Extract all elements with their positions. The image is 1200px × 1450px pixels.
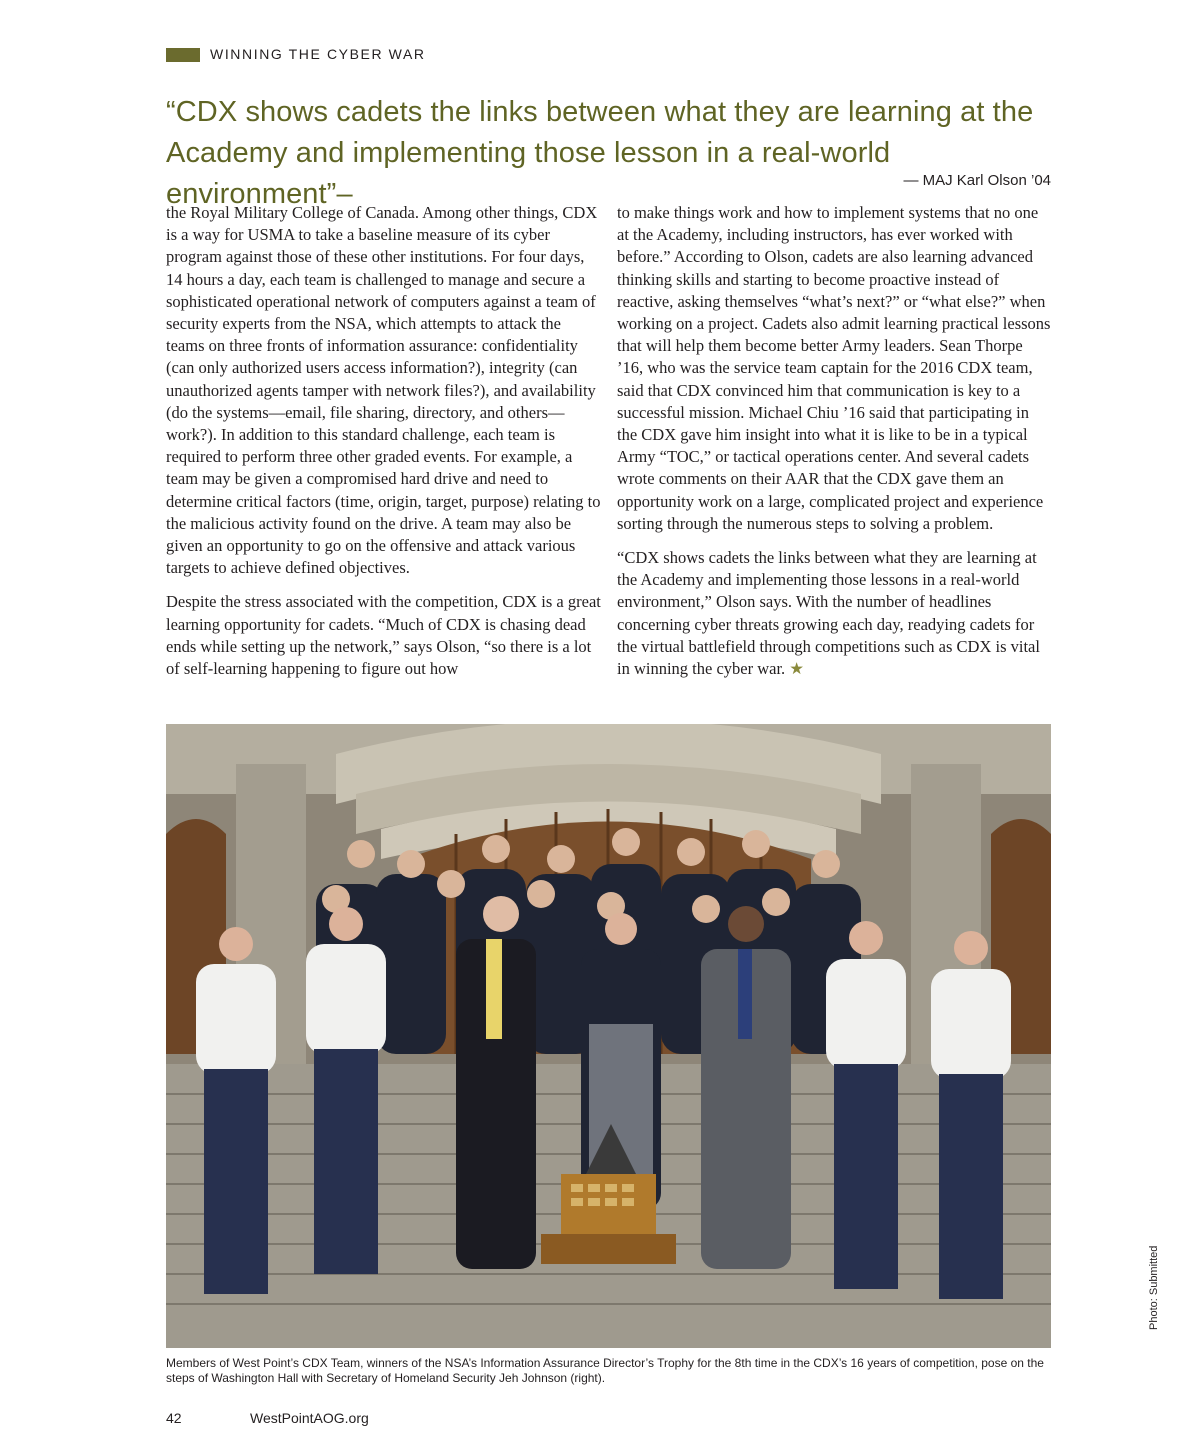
pull-quote: “CDX shows cadets the links between what they are learning at the Academy and implementing those lesson in a real-world environment”– — [166, 96, 1034, 210]
end-star-icon: ★ — [789, 659, 805, 679]
body-paragraph: the Royal Military College of Canada. Among other things, CDX is a way for USMA to take a baseline measure of its cyber program against those of these other institutions. For four days, 14 hours a day, each team is challenged to manage and secure a sophisticated operational network of computers against a team of security experts from the NSA, which attempts to attack the teams on three fronts of information assurance: confidentiality (can only authorized users access information?), integrity (can unauthorized agents tamper with network files?), and availability (do the systems—email, file sharing, directory, and others—work?). In addition to this standard challenge, each team is required to perform three other graded events. For example, a team may be given a compromised hard drive and need to determine critical factors (time, origin, target, purpose) relating to the malicious activity found on the drive. A team may also be given an opportunity to go on the offensive and attack various targets to achieve defined objectives. — [166, 203, 601, 578]
photo-credit: Photo: Submitted — [1148, 1245, 1160, 1330]
body-paragraph-final — [617, 547, 1052, 680]
final-paragraph-text: “CDX shows cadets the links between what they are learning at the Academy and implementing those lessons in a real-world environment,” Olson says. With the number of headlines concerning cyber threats growing each day, readying cadets for the virtual battlefield through competitions such as CDX is vital in winning the cyber war. — [617, 548, 1040, 679]
section-color-bar — [166, 48, 200, 62]
footer-site-name: WestPointAOG.org — [250, 1410, 369, 1426]
team-group-photo — [166, 724, 1051, 1348]
body-column-right — [617, 202, 1052, 692]
photo-caption: Members of West Point’s CDX Team, winners of the NSA’s Information Assurance Director’s Trophy for the 8th time in the CDX’s 16 years of competition, pose on the steps of Washington Hall with Secretary of Homeland Security Jeh Johnson (right). — [166, 1356, 1044, 1385]
body-paragraph: to make things work and how to implement systems that no one at the Academy, including instructors, has ever worked with before.” According to Olson, cadets are also learning advanced thinking skills and starting to become proactive instead of reactive, asking themselves “what’s next?” or “what else?” when working on a project. Cadets also admit learning practical lessons that will help them become better Army leaders. Sean Thorpe ’16, who was the service team captain for the 2016 CDX team, said that CDX convinced him that communication is key to a successful mission. Michael Chiu ’16 said that participating in the CDX gave him insight into what it is like to be in a typical Army “TOC,” or tactical operations center. And several cadets wrote comments on their AAR that the CDX gave them an opportunity work on a large, complicated project and experience sorting through the numerous steps to solving a problem. — [617, 203, 1051, 533]
section-label: WINNING THE CYBER WAR — [210, 46, 426, 62]
page-number: 42 — [166, 1410, 182, 1426]
quote-attribution: — MAJ Karl Olson ’04 — [903, 172, 1051, 189]
body-paragraph: Despite the stress associated with the competition, CDX is a great learning opportunity for cadets. “Much of CDX is chasing dead ends while setting up the network,” says Olson, “so there is a lot of self-learning happening to figure out how — [166, 592, 601, 679]
body-column-left — [166, 202, 601, 692]
